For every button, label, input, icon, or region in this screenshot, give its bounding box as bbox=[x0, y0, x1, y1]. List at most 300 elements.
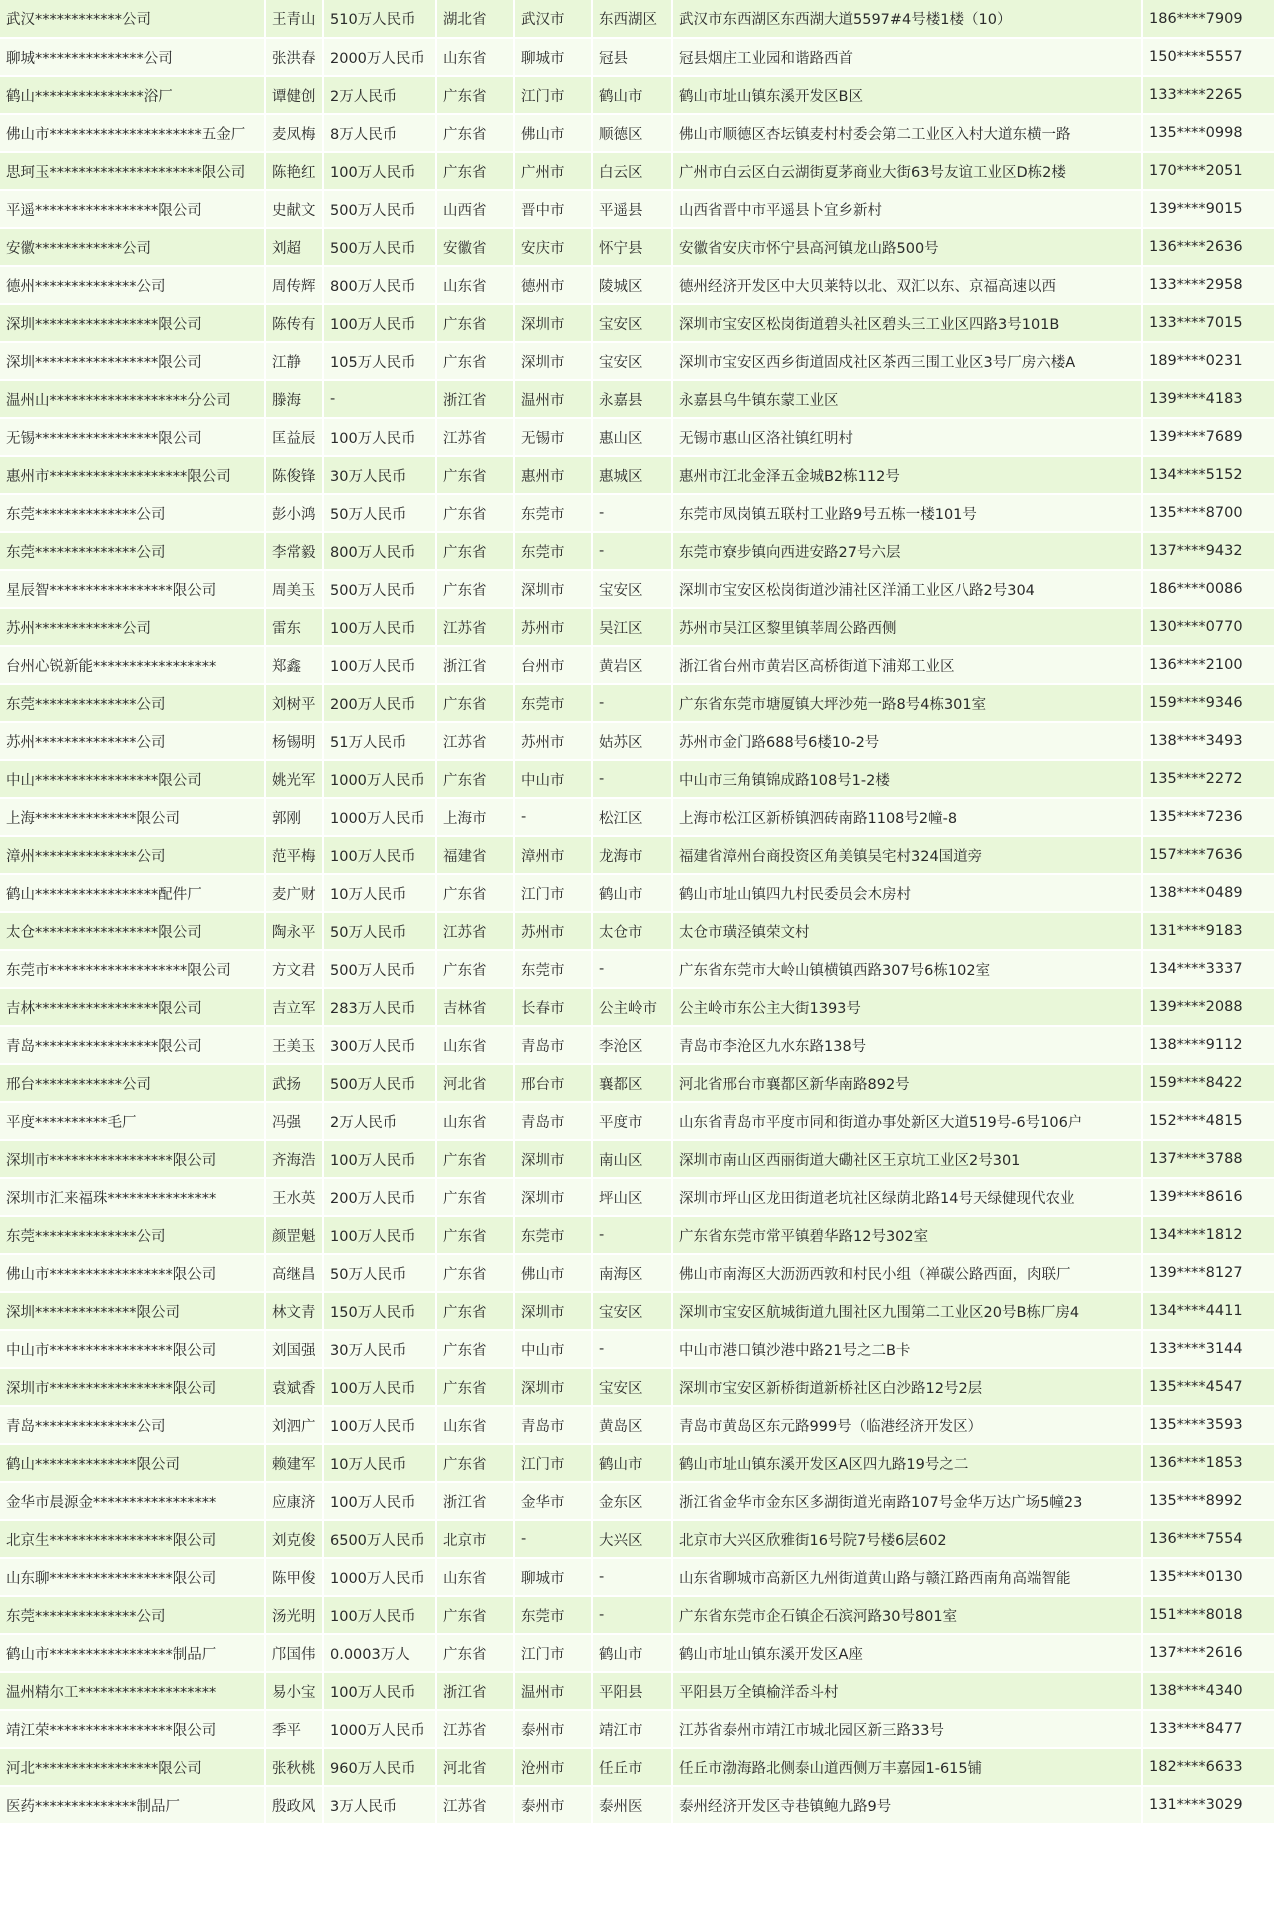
province-cell: 湖北省 bbox=[436, 0, 514, 38]
city-cell: 苏州市 bbox=[514, 722, 592, 760]
capital-cell: 10万人民币 bbox=[323, 874, 436, 912]
company-name-cell: 山东聊*****************限公司 bbox=[0, 1558, 265, 1596]
table-row bbox=[0, 1596, 1275, 1634]
address-cell: 广东省东莞市大岭山镇横镇西路307号6栋102室 bbox=[672, 950, 1142, 988]
phone-cell: 135****4547 bbox=[1142, 1368, 1275, 1406]
company-name-cell: 医药**************制品厂 bbox=[0, 1786, 265, 1824]
legal-rep-cell: 麦广财 bbox=[265, 874, 323, 912]
province-cell: 浙江省 bbox=[436, 1482, 514, 1520]
city-cell: 青岛市 bbox=[514, 1102, 592, 1140]
phone-cell: 131****3029 bbox=[1142, 1786, 1275, 1824]
legal-rep-cell: 李常毅 bbox=[265, 532, 323, 570]
company-name-cell: 青岛*****************限公司 bbox=[0, 1026, 265, 1064]
phone-cell: 150****5557 bbox=[1142, 38, 1275, 76]
address-cell: 深圳市坪山区龙田街道老坑社区绿荫北路14号天绿健现代农业 bbox=[672, 1178, 1142, 1216]
phone-cell: 133****2265 bbox=[1142, 76, 1275, 114]
district-cell: - bbox=[592, 532, 672, 570]
district-cell: - bbox=[592, 1216, 672, 1254]
district-cell: - bbox=[592, 684, 672, 722]
capital-cell: 1000万人民币 bbox=[323, 1558, 436, 1596]
table-row bbox=[0, 1482, 1275, 1520]
table-row bbox=[0, 1634, 1275, 1672]
table-row bbox=[0, 228, 1275, 266]
table-row bbox=[0, 304, 1275, 342]
phone-cell: 136****2636 bbox=[1142, 228, 1275, 266]
address-cell: 永嘉县乌牛镇东蒙工业区 bbox=[672, 380, 1142, 418]
phone-cell: 133****3144 bbox=[1142, 1330, 1275, 1368]
district-cell: 金东区 bbox=[592, 1482, 672, 1520]
phone-cell: 133****2958 bbox=[1142, 266, 1275, 304]
legal-rep-cell: 刘克俊 bbox=[265, 1520, 323, 1558]
company-name-cell: 中山市*****************限公司 bbox=[0, 1330, 265, 1368]
legal-rep-cell: 王青山 bbox=[265, 0, 323, 38]
district-cell: 鹤山市 bbox=[592, 874, 672, 912]
company-name-cell: 东莞**************公司 bbox=[0, 494, 265, 532]
city-cell: 深圳市 bbox=[514, 1368, 592, 1406]
capital-cell: 100万人民币 bbox=[323, 1216, 436, 1254]
province-cell: 广东省 bbox=[436, 874, 514, 912]
company-name-cell: 佛山市*********************五金厂 bbox=[0, 114, 265, 152]
company-name-cell: 北京生*****************限公司 bbox=[0, 1520, 265, 1558]
province-cell: 广东省 bbox=[436, 152, 514, 190]
legal-rep-cell: 冯强 bbox=[265, 1102, 323, 1140]
phone-cell: 135****0998 bbox=[1142, 114, 1275, 152]
legal-rep-cell: 颜罡魁 bbox=[265, 1216, 323, 1254]
address-cell: 平阳县万全镇榆洋岙斗村 bbox=[672, 1672, 1142, 1710]
district-cell: 鹤山市 bbox=[592, 1634, 672, 1672]
city-cell: 东莞市 bbox=[514, 1216, 592, 1254]
company-name-cell: 平遥*****************限公司 bbox=[0, 190, 265, 228]
city-cell: 无锡市 bbox=[514, 418, 592, 456]
company-name-cell: 邢台************公司 bbox=[0, 1064, 265, 1102]
province-cell: 安徽省 bbox=[436, 228, 514, 266]
capital-cell: 100万人民币 bbox=[323, 1672, 436, 1710]
legal-rep-cell: 范平梅 bbox=[265, 836, 323, 874]
legal-rep-cell: 杨锡明 bbox=[265, 722, 323, 760]
city-cell: 佛山市 bbox=[514, 1254, 592, 1292]
table-row bbox=[0, 418, 1275, 456]
legal-rep-cell: 彭小鸿 bbox=[265, 494, 323, 532]
city-cell: 惠州市 bbox=[514, 456, 592, 494]
company-name-cell: 吉林*****************限公司 bbox=[0, 988, 265, 1026]
province-cell: 广东省 bbox=[436, 950, 514, 988]
city-cell: 德州市 bbox=[514, 266, 592, 304]
capital-cell: 30万人民币 bbox=[323, 1330, 436, 1368]
phone-cell: 134****4411 bbox=[1142, 1292, 1275, 1330]
city-cell: 晋中市 bbox=[514, 190, 592, 228]
legal-rep-cell: 匡益辰 bbox=[265, 418, 323, 456]
company-name-cell: 东莞市*******************限公司 bbox=[0, 950, 265, 988]
address-cell: 东莞市寮步镇向西进安路27号六层 bbox=[672, 532, 1142, 570]
table-row bbox=[0, 646, 1275, 684]
phone-cell: 139****7689 bbox=[1142, 418, 1275, 456]
legal-rep-cell: 姚光军 bbox=[265, 760, 323, 798]
table-row bbox=[0, 1140, 1275, 1178]
province-cell: 河北省 bbox=[436, 1748, 514, 1786]
city-cell: 东莞市 bbox=[514, 532, 592, 570]
city-cell: 东莞市 bbox=[514, 494, 592, 532]
phone-cell: 135****8992 bbox=[1142, 1482, 1275, 1520]
capital-cell: 200万人民币 bbox=[323, 1178, 436, 1216]
province-cell: 山东省 bbox=[436, 1102, 514, 1140]
city-cell: 温州市 bbox=[514, 1672, 592, 1710]
province-cell: 山东省 bbox=[436, 38, 514, 76]
phone-cell: 157****7636 bbox=[1142, 836, 1275, 874]
phone-cell: 138****4340 bbox=[1142, 1672, 1275, 1710]
address-cell: 青岛市李沧区九水东路138号 bbox=[672, 1026, 1142, 1064]
address-cell: 佛山市顺德区杏坛镇麦村村委会第二工业区入村大道东横一路 bbox=[672, 114, 1142, 152]
district-cell: 平遥县 bbox=[592, 190, 672, 228]
district-cell: 宝安区 bbox=[592, 342, 672, 380]
legal-rep-cell: 易小宝 bbox=[265, 1672, 323, 1710]
address-cell: 苏州市金门路688号6楼10-2号 bbox=[672, 722, 1142, 760]
legal-rep-cell: 滕海 bbox=[265, 380, 323, 418]
legal-rep-cell: 郭刚 bbox=[265, 798, 323, 836]
capital-cell: 6500万人民币 bbox=[323, 1520, 436, 1558]
legal-rep-cell: 吉立军 bbox=[265, 988, 323, 1026]
phone-cell: 159****8422 bbox=[1142, 1064, 1275, 1102]
address-cell: 鹤山市址山镇东溪开发区A区四九路19号之二 bbox=[672, 1444, 1142, 1482]
district-cell: 宝安区 bbox=[592, 570, 672, 608]
capital-cell: 500万人民币 bbox=[323, 228, 436, 266]
district-cell: - bbox=[592, 1330, 672, 1368]
address-cell: 北京市大兴区欣雅街16号院7号楼6层602 bbox=[672, 1520, 1142, 1558]
capital-cell: 100万人民币 bbox=[323, 608, 436, 646]
legal-rep-cell: 周美玉 bbox=[265, 570, 323, 608]
province-cell: 广东省 bbox=[436, 1140, 514, 1178]
province-cell: 广东省 bbox=[436, 76, 514, 114]
capital-cell: 100万人民币 bbox=[323, 1406, 436, 1444]
address-cell: 苏州市吴江区黎里镇莘周公路西侧 bbox=[672, 608, 1142, 646]
district-cell: 东西湖区 bbox=[592, 0, 672, 38]
phone-cell: 135****2272 bbox=[1142, 760, 1275, 798]
city-cell: 江门市 bbox=[514, 1444, 592, 1482]
capital-cell: 100万人民币 bbox=[323, 1596, 436, 1634]
table-row bbox=[0, 1520, 1275, 1558]
address-cell: 冠县烟庄工业园和谐路西首 bbox=[672, 38, 1142, 76]
phone-cell: 135****0130 bbox=[1142, 1558, 1275, 1596]
legal-rep-cell: 张秋桃 bbox=[265, 1748, 323, 1786]
city-cell: 广州市 bbox=[514, 152, 592, 190]
district-cell: 坪山区 bbox=[592, 1178, 672, 1216]
capital-cell: 510万人民币 bbox=[323, 0, 436, 38]
company-name-cell: 温州精尔工******************* bbox=[0, 1672, 265, 1710]
province-cell: 山西省 bbox=[436, 190, 514, 228]
table-row bbox=[0, 380, 1275, 418]
legal-rep-cell: 史献文 bbox=[265, 190, 323, 228]
capital-cell: 500万人民币 bbox=[323, 190, 436, 228]
company-name-cell: 河北*****************限公司 bbox=[0, 1748, 265, 1786]
province-cell: 广东省 bbox=[436, 1330, 514, 1368]
phone-cell: 135****8700 bbox=[1142, 494, 1275, 532]
province-cell: 广东省 bbox=[436, 1178, 514, 1216]
province-cell: 广东省 bbox=[436, 1444, 514, 1482]
capital-cell: 800万人民币 bbox=[323, 266, 436, 304]
city-cell: 聊城市 bbox=[514, 1558, 592, 1596]
province-cell: 广东省 bbox=[436, 1596, 514, 1634]
company-name-cell: 鹤山*****************配件厂 bbox=[0, 874, 265, 912]
district-cell: 宝安区 bbox=[592, 1368, 672, 1406]
city-cell: 深圳市 bbox=[514, 1292, 592, 1330]
district-cell: 松江区 bbox=[592, 798, 672, 836]
district-cell: 鹤山市 bbox=[592, 76, 672, 114]
phone-cell: 139****2088 bbox=[1142, 988, 1275, 1026]
city-cell: 邢台市 bbox=[514, 1064, 592, 1102]
legal-rep-cell: 陈甲俊 bbox=[265, 1558, 323, 1596]
district-cell: 龙海市 bbox=[592, 836, 672, 874]
capital-cell: 500万人民币 bbox=[323, 950, 436, 988]
province-cell: 山东省 bbox=[436, 1558, 514, 1596]
phone-cell: 189****0231 bbox=[1142, 342, 1275, 380]
phone-cell: 131****9183 bbox=[1142, 912, 1275, 950]
capital-cell: 200万人民币 bbox=[323, 684, 436, 722]
district-cell: 吴江区 bbox=[592, 608, 672, 646]
company-name-cell: 靖江荣*****************限公司 bbox=[0, 1710, 265, 1748]
table-row bbox=[0, 1254, 1275, 1292]
legal-rep-cell: 刘树平 bbox=[265, 684, 323, 722]
table-row bbox=[0, 684, 1275, 722]
city-cell: 江门市 bbox=[514, 1634, 592, 1672]
city-cell: 安庆市 bbox=[514, 228, 592, 266]
district-cell: 襄都区 bbox=[592, 1064, 672, 1102]
company-name-cell: 武汉************公司 bbox=[0, 0, 265, 38]
address-cell: 惠州市江北金泽五金城B2栋112号 bbox=[672, 456, 1142, 494]
address-cell: 深圳市宝安区航城街道九围社区九围第二工业区20号B栋厂房4 bbox=[672, 1292, 1142, 1330]
table-row bbox=[0, 1786, 1275, 1824]
province-cell: 上海市 bbox=[436, 798, 514, 836]
city-cell: 聊城市 bbox=[514, 38, 592, 76]
company-name-cell: 漳州**************公司 bbox=[0, 836, 265, 874]
company-name-cell: 深圳市*****************限公司 bbox=[0, 1368, 265, 1406]
phone-cell: 134****1812 bbox=[1142, 1216, 1275, 1254]
district-cell: 白云区 bbox=[592, 152, 672, 190]
company-name-cell: 东莞**************公司 bbox=[0, 532, 265, 570]
phone-cell: 138****9112 bbox=[1142, 1026, 1275, 1064]
legal-rep-cell: 林文青 bbox=[265, 1292, 323, 1330]
phone-cell: 186****7909 bbox=[1142, 0, 1275, 38]
district-cell: 鹤山市 bbox=[592, 1444, 672, 1482]
company-name-cell: 太仓*****************限公司 bbox=[0, 912, 265, 950]
phone-cell: 139****8616 bbox=[1142, 1178, 1275, 1216]
province-cell: 江苏省 bbox=[436, 418, 514, 456]
province-cell: 广东省 bbox=[436, 342, 514, 380]
table-row bbox=[0, 950, 1275, 988]
province-cell: 江苏省 bbox=[436, 912, 514, 950]
address-cell: 安徽省安庆市怀宁县高河镇龙山路500号 bbox=[672, 228, 1142, 266]
company-name-cell: 温州山*******************分公司 bbox=[0, 380, 265, 418]
table-row bbox=[0, 1368, 1275, 1406]
district-cell: 李沧区 bbox=[592, 1026, 672, 1064]
capital-cell: 0.0003万人 bbox=[323, 1634, 436, 1672]
table-row bbox=[0, 114, 1275, 152]
table-row bbox=[0, 266, 1275, 304]
table-row bbox=[0, 38, 1275, 76]
phone-cell: 138****3493 bbox=[1142, 722, 1275, 760]
table-row bbox=[0, 836, 1275, 874]
address-cell: 中山市港口镇沙港中路21号之二B卡 bbox=[672, 1330, 1142, 1368]
capital-cell: 1000万人民币 bbox=[323, 798, 436, 836]
company-name-cell: 平度**********毛厂 bbox=[0, 1102, 265, 1140]
city-cell: - bbox=[514, 798, 592, 836]
address-cell: 浙江省台州市黄岩区高桥街道下浦郑工业区 bbox=[672, 646, 1142, 684]
company-name-cell: 深圳*****************限公司 bbox=[0, 304, 265, 342]
phone-cell: 137****3788 bbox=[1142, 1140, 1275, 1178]
company-name-cell: 苏州************公司 bbox=[0, 608, 265, 646]
table-row bbox=[0, 722, 1275, 760]
company-name-cell: 深圳*****************限公司 bbox=[0, 342, 265, 380]
table-row bbox=[0, 1216, 1275, 1254]
legal-rep-cell: 刘国强 bbox=[265, 1330, 323, 1368]
province-cell: 山东省 bbox=[436, 1026, 514, 1064]
company-name-cell: 苏州**************公司 bbox=[0, 722, 265, 760]
province-cell: 吉林省 bbox=[436, 988, 514, 1026]
phone-cell: 133****7015 bbox=[1142, 304, 1275, 342]
capital-cell: 2万人民币 bbox=[323, 1102, 436, 1140]
address-cell: 深圳市宝安区松岗街道沙浦社区洋涌工业区八路2号304 bbox=[672, 570, 1142, 608]
address-cell: 青岛市黄岛区东元路999号（临港经济开发区） bbox=[672, 1406, 1142, 1444]
district-cell: 宝安区 bbox=[592, 1292, 672, 1330]
address-cell: 深圳市宝安区西乡街道固戍社区茶西三围工业区3号厂房六楼A bbox=[672, 342, 1142, 380]
province-cell: 广东省 bbox=[436, 114, 514, 152]
table-row bbox=[0, 1444, 1275, 1482]
company-name-cell: 东莞**************公司 bbox=[0, 684, 265, 722]
legal-rep-cell: 谭健创 bbox=[265, 76, 323, 114]
capital-cell: 800万人民币 bbox=[323, 532, 436, 570]
table-row bbox=[0, 988, 1275, 1026]
address-cell: 任丘市渤海路北侧泰山道西侧万丰嘉园1-615铺 bbox=[672, 1748, 1142, 1786]
table-row bbox=[0, 570, 1275, 608]
address-cell: 福建省漳州台商投资区角美镇吴宅村324国道旁 bbox=[672, 836, 1142, 874]
city-cell: 长春市 bbox=[514, 988, 592, 1026]
address-cell: 佛山市南海区大沥沥西敦和村民小组（禅碳公路西面，肉联厂 bbox=[672, 1254, 1142, 1292]
table-row bbox=[0, 456, 1275, 494]
company-name-cell: 安徽************公司 bbox=[0, 228, 265, 266]
company-name-cell: 中山*****************限公司 bbox=[0, 760, 265, 798]
phone-cell: 170****2051 bbox=[1142, 152, 1275, 190]
legal-rep-cell: 武扬 bbox=[265, 1064, 323, 1102]
company-name-cell: 台州心锐新能***************** bbox=[0, 646, 265, 684]
phone-cell: 134****3337 bbox=[1142, 950, 1275, 988]
district-cell: 平度市 bbox=[592, 1102, 672, 1140]
city-cell: 深圳市 bbox=[514, 304, 592, 342]
company-name-cell: 深圳**************限公司 bbox=[0, 1292, 265, 1330]
province-cell: 广东省 bbox=[436, 1254, 514, 1292]
district-cell: - bbox=[592, 950, 672, 988]
legal-rep-cell: 王美玉 bbox=[265, 1026, 323, 1064]
company-name-cell: 金华市晨源金***************** bbox=[0, 1482, 265, 1520]
legal-rep-cell: 郑鑫 bbox=[265, 646, 323, 684]
province-cell: 广东省 bbox=[436, 494, 514, 532]
address-cell: 广东省东莞市企石镇企石滨河路30号801室 bbox=[672, 1596, 1142, 1634]
phone-cell: 133****8477 bbox=[1142, 1710, 1275, 1748]
city-cell: 江门市 bbox=[514, 76, 592, 114]
city-cell: 武汉市 bbox=[514, 0, 592, 38]
province-cell: 广东省 bbox=[436, 570, 514, 608]
province-cell: 广东省 bbox=[436, 1216, 514, 1254]
legal-rep-cell: 袁斌香 bbox=[265, 1368, 323, 1406]
province-cell: 福建省 bbox=[436, 836, 514, 874]
address-cell: 浙江省金华市金东区多湖街道光南路107号金华万达广场5幢23 bbox=[672, 1482, 1142, 1520]
company-name-cell: 德州**************公司 bbox=[0, 266, 265, 304]
phone-cell: 135****3593 bbox=[1142, 1406, 1275, 1444]
city-cell: 东莞市 bbox=[514, 1596, 592, 1634]
legal-rep-cell: 麦凤梅 bbox=[265, 114, 323, 152]
legal-rep-cell: 季平 bbox=[265, 1710, 323, 1748]
capital-cell: 50万人民币 bbox=[323, 1254, 436, 1292]
table-row bbox=[0, 76, 1275, 114]
company-name-cell: 思珂玉*********************限公司 bbox=[0, 152, 265, 190]
district-cell: 太仓市 bbox=[592, 912, 672, 950]
capital-cell: 500万人民币 bbox=[323, 570, 436, 608]
capital-cell: 50万人民币 bbox=[323, 912, 436, 950]
province-cell: 广东省 bbox=[436, 1368, 514, 1406]
legal-rep-cell: 陈俊锋 bbox=[265, 456, 323, 494]
district-cell: 泰州医 bbox=[592, 1786, 672, 1824]
capital-cell: 283万人民币 bbox=[323, 988, 436, 1026]
table-row bbox=[0, 494, 1275, 532]
phone-cell: 136****7554 bbox=[1142, 1520, 1275, 1558]
company-name-cell: 上海**************限公司 bbox=[0, 798, 265, 836]
address-cell: 太仓市璜泾镇荣文村 bbox=[672, 912, 1142, 950]
province-cell: 广东省 bbox=[436, 760, 514, 798]
table-row bbox=[0, 1102, 1275, 1140]
phone-cell: 130****0770 bbox=[1142, 608, 1275, 646]
address-cell: 东莞市凤岗镇五联村工业路9号五栋一楼101号 bbox=[672, 494, 1142, 532]
province-cell: 浙江省 bbox=[436, 380, 514, 418]
province-cell: 广东省 bbox=[436, 1634, 514, 1672]
capital-cell: 100万人民币 bbox=[323, 1368, 436, 1406]
legal-rep-cell: 赖建军 bbox=[265, 1444, 323, 1482]
district-cell: 大兴区 bbox=[592, 1520, 672, 1558]
address-cell: 鹤山市址山镇东溪开发区A座 bbox=[672, 1634, 1142, 1672]
city-cell: 泰州市 bbox=[514, 1710, 592, 1748]
capital-cell: 3万人民币 bbox=[323, 1786, 436, 1824]
district-cell: 南山区 bbox=[592, 1140, 672, 1178]
capital-cell: - bbox=[323, 380, 436, 418]
city-cell: 深圳市 bbox=[514, 342, 592, 380]
legal-rep-cell: 应康济 bbox=[265, 1482, 323, 1520]
phone-cell: 186****0086 bbox=[1142, 570, 1275, 608]
table-row bbox=[0, 1178, 1275, 1216]
address-cell: 德州经济开发区中大贝莱特以北、双汇以东、京福高速以西 bbox=[672, 266, 1142, 304]
table-row bbox=[0, 912, 1275, 950]
table-row bbox=[0, 152, 1275, 190]
company-name-cell: 深圳市汇来福珠*************** bbox=[0, 1178, 265, 1216]
capital-cell: 150万人民币 bbox=[323, 1292, 436, 1330]
district-cell: 惠城区 bbox=[592, 456, 672, 494]
district-cell: 怀宁县 bbox=[592, 228, 672, 266]
address-cell: 深圳市宝安区松岗街道碧头社区碧头三工业区四路3号101B bbox=[672, 304, 1142, 342]
company-name-cell: 惠州市*******************限公司 bbox=[0, 456, 265, 494]
address-cell: 山东省青岛市平度市同和街道办事处新区大道519号-6号106户 bbox=[672, 1102, 1142, 1140]
legal-rep-cell: 江静 bbox=[265, 342, 323, 380]
address-cell: 上海市松江区新桥镇泗砖南路1108号2幢-8 bbox=[672, 798, 1142, 836]
address-cell: 山西省晋中市平遥县卜宜乡新村 bbox=[672, 190, 1142, 228]
legal-rep-cell: 陶永平 bbox=[265, 912, 323, 950]
table-row bbox=[0, 874, 1275, 912]
address-cell: 无锡市惠山区洛社镇红明村 bbox=[672, 418, 1142, 456]
address-cell: 广东省东莞市塘厦镇大坪沙苑一路8号4栋301室 bbox=[672, 684, 1142, 722]
capital-cell: 2万人民币 bbox=[323, 76, 436, 114]
company-name-cell: 鹤山**************限公司 bbox=[0, 1444, 265, 1482]
phone-cell: 139****4183 bbox=[1142, 380, 1275, 418]
capital-cell: 50万人民币 bbox=[323, 494, 436, 532]
company-name-cell: 鹤山***************浴厂 bbox=[0, 76, 265, 114]
phone-cell: 134****5152 bbox=[1142, 456, 1275, 494]
province-cell: 河北省 bbox=[436, 1064, 514, 1102]
table-row bbox=[0, 1710, 1275, 1748]
phone-cell: 137****2616 bbox=[1142, 1634, 1275, 1672]
